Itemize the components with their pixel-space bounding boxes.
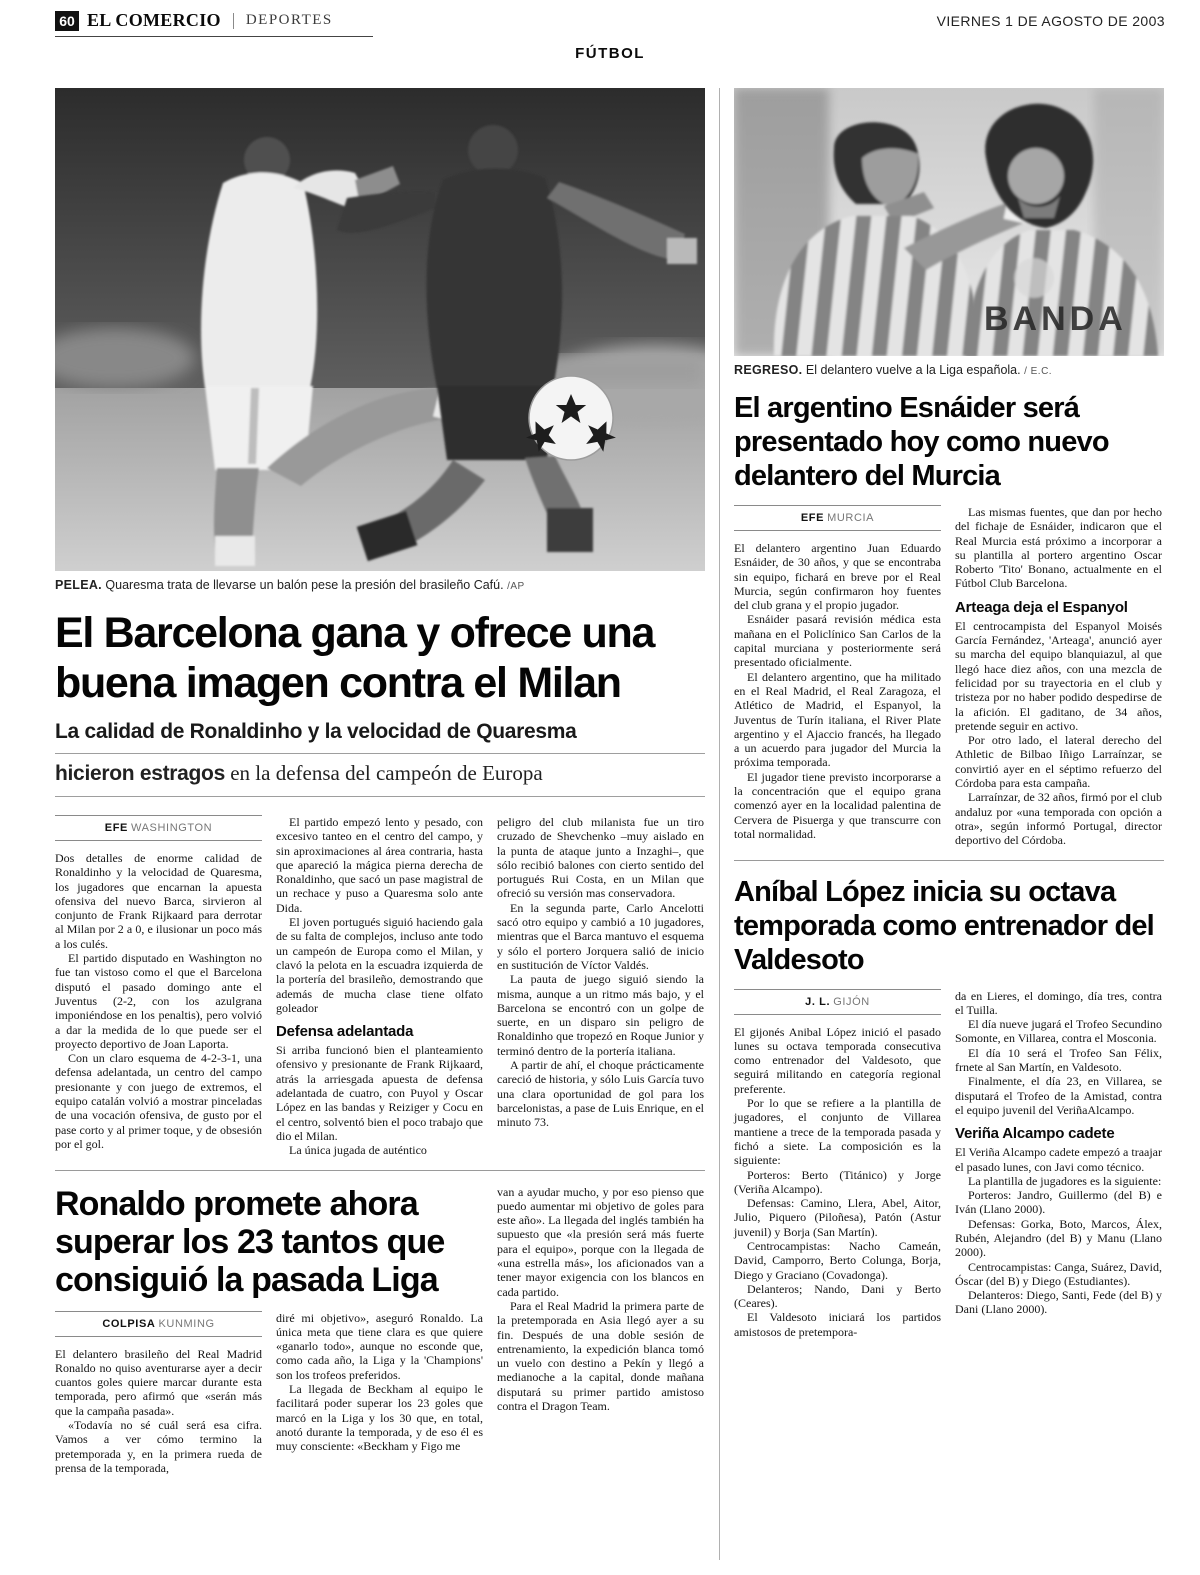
masthead-group xyxy=(55,10,373,37)
paragraph: El Valdesoto iniciará los partidos amistosos de pretempora- xyxy=(734,1310,941,1339)
article-column xyxy=(497,815,704,1158)
main-headline: El Barcelona gana y ofrece una buena imagen contra el Milan xyxy=(55,609,655,707)
section-rule xyxy=(734,860,1164,861)
byline-location: GIJÓN xyxy=(833,995,870,1008)
standfirst-bold: hicieron estragos xyxy=(55,762,225,785)
ronaldo-article xyxy=(55,1185,705,1476)
ronaldo-headline: Ronaldo promete ahora superar los 23 tantos que consiguió la pasada Liga xyxy=(55,1184,445,1299)
topic-label: FÚTBOL xyxy=(575,45,645,62)
paragraph: El Veriña Alcampo cadete empezó a traajar el pasado lunes, con Javi como técnico. xyxy=(955,1145,1163,1174)
article-column xyxy=(55,815,262,1158)
paragraph: El delantero brasileño del Real Madrid Ronaldo no quiso aventurarse ayer a decir cuantos goles quiere marcar durante esta temporada, pero afirmó que «serán más que la campaña pasada». xyxy=(55,1346,262,1418)
section-divider xyxy=(705,88,734,1475)
paragraph: Defensas: Gorka, Boto, Marcos, Álex, Rubén, Alejandro (del B) y Manu (Llano 2000). xyxy=(955,1216,1162,1260)
byline-location: WASHINGTON xyxy=(131,822,213,834)
article-column xyxy=(955,505,1162,848)
paragraph: En la segunda parte, Carlo Ancelotti sacó otro equipo y cambió a 10 jugadores, mientras que el Barca mantuvo el esquema y sólo el portero Jorquera salió de inicio en sustitución de Víctor Valdés. xyxy=(497,900,704,972)
paragraph: Centrocampistas: Nacho Cameán, David, Camporro, Berto Colunga, Borja, Diego y Graciano (Covadonga). xyxy=(734,1238,941,1282)
paragraph: La pauta de juego siguió siendo la misma, aunque a un ritmo más bajo, y el Barcelona se encontró con un golpe de suerte, en un disparo sin peligro de Ronaldinho que tropezó en Roque Junior y terminó dentro de la portería italiana. xyxy=(497,972,704,1058)
standfirst-line2 xyxy=(55,754,705,796)
article-subhead: Arteaga deja el Espanyol xyxy=(955,598,1128,616)
byline-agency: EFE xyxy=(104,822,128,834)
byline xyxy=(734,989,941,1015)
match-photo xyxy=(55,88,705,571)
page-content xyxy=(0,62,1200,1475)
paragraph: peligro del club milanista fue un tiro cruzado de Shevchenko –muy aislado en la punta de ataque junto a Inzaghi–, que sólo recibió balones con cierto sentido del portugués Rui Costa, en un Milan que ofreció su versión mas conservadora. xyxy=(497,815,704,901)
paragraph: «Todavía no sé cuál será esa cifra. Vamos a ver cómo termino la pretemporada y, en la primera rueda de prensa de la temporada, xyxy=(55,1418,262,1475)
article-column xyxy=(734,505,941,848)
masthead-title: EL COMERCIO xyxy=(87,10,221,30)
paragraph: Con un claro esquema de 4-2-3-1, una defensa adelantada, un centro del campo presionante y con juego de extremos, el equipo catalán volvió a mostrar pinceladas de una vocación ofensiva, de gusto por el pase corto y al primer toque, y de obsesión por el gol. xyxy=(55,1051,262,1151)
paragraph: El gijonés Anibal López inició el pasado lunes su octava temporada consecutiva como entrenador del Valdesoto, que seguirá militando en categoría regional preferente. xyxy=(734,1024,941,1096)
esnaider-columns xyxy=(734,505,1164,848)
section-rule xyxy=(55,1170,705,1171)
paragraph: Finalmente, el día 23, en Villarea, se disputará el Trofeo de la Amistad, contra el equipo juvenil del VeriñaAlcampo. xyxy=(955,1074,1162,1117)
paragraph: La plantilla de jugadores es la siguiente: xyxy=(968,1173,1162,1188)
page-header xyxy=(0,0,1200,62)
article-column xyxy=(955,989,1162,1340)
anibal-headline: Aníbal López inicia su octava temporada como entrenador del Valdesoto xyxy=(734,875,1154,976)
standfirst-line1: La calidad de Ronaldinho y la velocidad de Quaresma xyxy=(55,718,705,754)
paragraph: Dos detalles de enorme calidad de Ronaldinho y la velocidad de Quaresma, los jugadores que encarnan la apuesta ofensiva del nuevo Barca, sirvieron al conjunto de Frank Rijkaard para derrotar al Milan por 2 a 0, e ilusionar un poco más a los culés. xyxy=(55,851,262,951)
article-subhead: Defensa adelantada xyxy=(276,1023,414,1041)
paragraph: El partido empezó lento y pesado, con excesivo tanteo en el centro del campo, y sin aproximaciones al área contraria, hasta que apareció la mágica pierna derecha de Ronaldinho, que sacó un pase magistral de un rechace y puso a Quaresma solo ante Dida. xyxy=(276,815,483,915)
paragraph: El centrocampista del Espanyol Moisés García Fernández, 'Arteaga', anunció ayer su marcha del equipo blanquiazul, al que llegó hace diez años, con una mezcla de felicidad por su trayectoria en el club y tristeza por no haber podido despedirse de la afición. El gaditano, de 34 años, pretende seguir en activo. xyxy=(955,618,1162,733)
paragraph: Centrocampistas: Canga, Suárez, David, Óscar (del B) y Diego (Estudiantes). xyxy=(955,1259,1162,1288)
article-column xyxy=(276,815,483,1158)
paragraph: Porteros: Jandro, Guillermo (del B) e Iván (Llano 2000). xyxy=(955,1188,1162,1217)
anibal-columns xyxy=(734,989,1164,1340)
paragraph: van a ayudar mucho, y por eso pienso que puedo aumentar mi objetivo de goles para este año». La llegada del inglés también ha supuesto que «la presión será más fuerte para el equipo», porque con la llegada de «una estrella más», los aficionados van a tener mayor exigencia con los blancos en cada partido. xyxy=(497,1184,704,1299)
photo-caption xyxy=(55,578,705,592)
standfirst xyxy=(55,718,705,797)
article-column xyxy=(55,1311,262,1476)
article-column xyxy=(734,989,941,1340)
paragraph: El delantero argentino, que ha militado en el Real Madrid, el Real Zaragoza, el Atlético de Madrid, el Espanyol, la Juventus de Turín italiana, el River Plate argentino y el Ajaccio francés, ha llegado a un acuerdo para jugador del Murcia la próxima temporada. xyxy=(734,669,941,770)
byline-agency: EFE xyxy=(800,512,825,524)
paragraph: diré mi objetivo», aseguró Ronaldo. La única meta que tiene clara es que quiere «ganarlo todo», aunque no esconde que, como cada año, la Liga y la 'Champions' son los trofeos preferidos. xyxy=(276,1310,483,1382)
byline xyxy=(55,815,262,841)
esnaider-photo xyxy=(734,88,1164,356)
paragraph: El día nueve jugará el Trofeo Secundino Somonte, en Villarea, contra el Mosconia. xyxy=(955,1017,1162,1046)
caption-credit: / E.C. xyxy=(1024,366,1053,377)
byline-agency: J. L. xyxy=(805,995,831,1008)
shirt-text: BANDA xyxy=(984,300,1127,338)
paragraph: Delanteros; Nando, Dani y Berto (Ceares). xyxy=(734,1281,941,1311)
caption-text: El delantero vuelve a la Liga española. xyxy=(802,363,1025,377)
paragraph: El jugador tiene previsto incorporarse a la concentración que el equipo grana comenzó ayer en la localidad palentina de Cervera de Pisuerga y que transcurre con total normalidad. xyxy=(734,769,941,841)
esnaider-article xyxy=(734,88,1164,1475)
ronaldo-columns xyxy=(55,1311,483,1476)
byline xyxy=(734,505,941,531)
paragraph: Para el Real Madrid la primera parte de la pretemporada en Asia llegó ayer a su fin. Después de una doble sesión de entrenamiento, la expedición blanca tomó un vuelo con destino a Pekín y llegó a medianoche a la capital, donde mañana disputará su primer partido amistoso contra el Dragon Team. xyxy=(497,1298,704,1413)
caption-kicker: PELEA. xyxy=(55,578,102,592)
paragraph: Si arriba funcionó bien el planteamiento ofensivo y presionante de Frank Rijkaard, atrás la arriesgada apuesta de defensa adelantada de cuatro, con Puyol y Oscar López en las bandas y Reiziger y Cocu en el centro, solventó bien el poco trabajo que dio el Milan. xyxy=(276,1043,483,1143)
paragraph: Por lo que se refiere a la plantilla de jugadores, el conjunto de Villarea mantiene a trece de la temporada pasada y fichó a siete. La composición es la siguiente: xyxy=(734,1096,941,1168)
paragraph: El día 10 será el Trofeo San Félix, frnete al San Martín, en Valdesoto. xyxy=(955,1045,1162,1075)
byline xyxy=(55,1311,262,1337)
paragraph: El joven portugués siguió haciendo gala de su falta de complejos, incluso ante todo un campeón de Europa como el Milan, y clavó la pelota en la escuadra izquierda de la portería del brasileño, demostrando que además de mucha clase tiene olfato goleador xyxy=(276,915,483,1015)
caption-credit: /AP xyxy=(507,581,525,592)
barcelona-columns xyxy=(55,815,705,1158)
ronaldo-left-block xyxy=(55,1185,483,1476)
paragraph: Las mismas fuentes, que dan por hecho del fichaje de Esnáider, indicaron que el Real Murcia está próximo a incorporar a su plantilla al portero argentino Oscar Roberto 'Tito' Bonano, actualmente en el Fútbol Club Barcelona. xyxy=(955,505,1162,591)
byline-location: MURCIA xyxy=(827,512,875,524)
section-label: DEPORTES xyxy=(245,12,333,28)
paragraph: Esnáider pasará revisión médica esta mañana en el Policlínico San Carlos de la capital murciana y posteriormente será presentado oficialmente. xyxy=(734,612,941,670)
paragraph: La llegada de Beckham al equipo le facilitará poder superar los 23 goles que marcó en la Liga y los 30 que, en total, anotó durante la temporada, y de eso él es muy consciente: «Beckham y Figo me xyxy=(276,1382,483,1454)
photo-caption xyxy=(734,363,1164,377)
article-subhead: Veriña Alcampo cadete xyxy=(955,1125,1115,1143)
paragraph: Por otro lado, el lateral derecho del Athletic de Bilbao Iñigo Larraínzar, se convirtió ayer en el séptimo refuerzo del Córdoba para esta campaña. xyxy=(955,733,1162,791)
article-column xyxy=(497,1185,704,1476)
caption-text: Quaresma trata de llevarse un balón pese la presión del brasileño Cafú. xyxy=(101,578,508,592)
page-number: 60 xyxy=(55,11,79,31)
paragraph: El delantero argentino Juan Eduardo Esnáider, de 30 años, y que se encontraba sin equipo, fichará en breve por el Real Murcia, según confirmaron hoy fuentes del club grana y el propio jugador. xyxy=(734,541,941,613)
paragraph: La única jugada de auténtico xyxy=(289,1143,427,1158)
esnaider-headline: El argentino Esnáider será presentado hoy como nuevo delantero del Murcia xyxy=(734,392,1109,492)
paragraph: El partido disputado en Washington no fue tan vistoso como el que el Barcelona disputó el pasado domingo ante el Juventus (2-2, con los azulgrana imponiéndose en los penaltis), pero volvió a dar la medida de lo que puede ser el proyecto deportivo de Joan Laporta. xyxy=(55,951,262,1051)
anibal-article xyxy=(734,875,1164,1340)
paragraph: A partir de ahí, el choque prácticamente careció de historia, y sólo Luis García tuvo una clara oportunidad de gol para los barcelonistas, a pase de Luis Enrique, en el minuto 73. xyxy=(497,1058,704,1130)
masthead-divider xyxy=(233,13,234,29)
paragraph: Defensas: Camino, Llera, Abel, Aitor, Julio, Piquero (Piloñesa), Patón (Astur juvenil) y Borja (San Martín). xyxy=(734,1196,941,1239)
paragraph: Delanteros: Diego, Santi, Fede (del B) y Dani (Llano 2000). xyxy=(955,1288,1162,1317)
caption-kicker: REGRESO. xyxy=(734,363,803,377)
byline-agency: COLPISA xyxy=(102,1317,156,1330)
paragraph: Porteros: Berto (Titánico) y Jorge (Veriña Alcampo). xyxy=(734,1167,941,1196)
paragraph: Larraínzar, de 32 años, firmó por el club andaluz por «una temporada con opción a otra», según informó Portugal, director deportivo del Córdoba. xyxy=(955,790,1162,848)
edition-date: VIERNES 1 DE AGOSTO DE 2003 xyxy=(936,13,1165,29)
byline-location: KUNMING xyxy=(158,1317,215,1330)
barcelona-article xyxy=(55,88,705,1475)
standfirst-rest: en la defensa del campeón de Europa xyxy=(224,761,543,785)
article-column xyxy=(276,1311,483,1476)
paragraph: da en Lieres, el domingo, día tres, contra el Tuilla. xyxy=(955,988,1162,1017)
